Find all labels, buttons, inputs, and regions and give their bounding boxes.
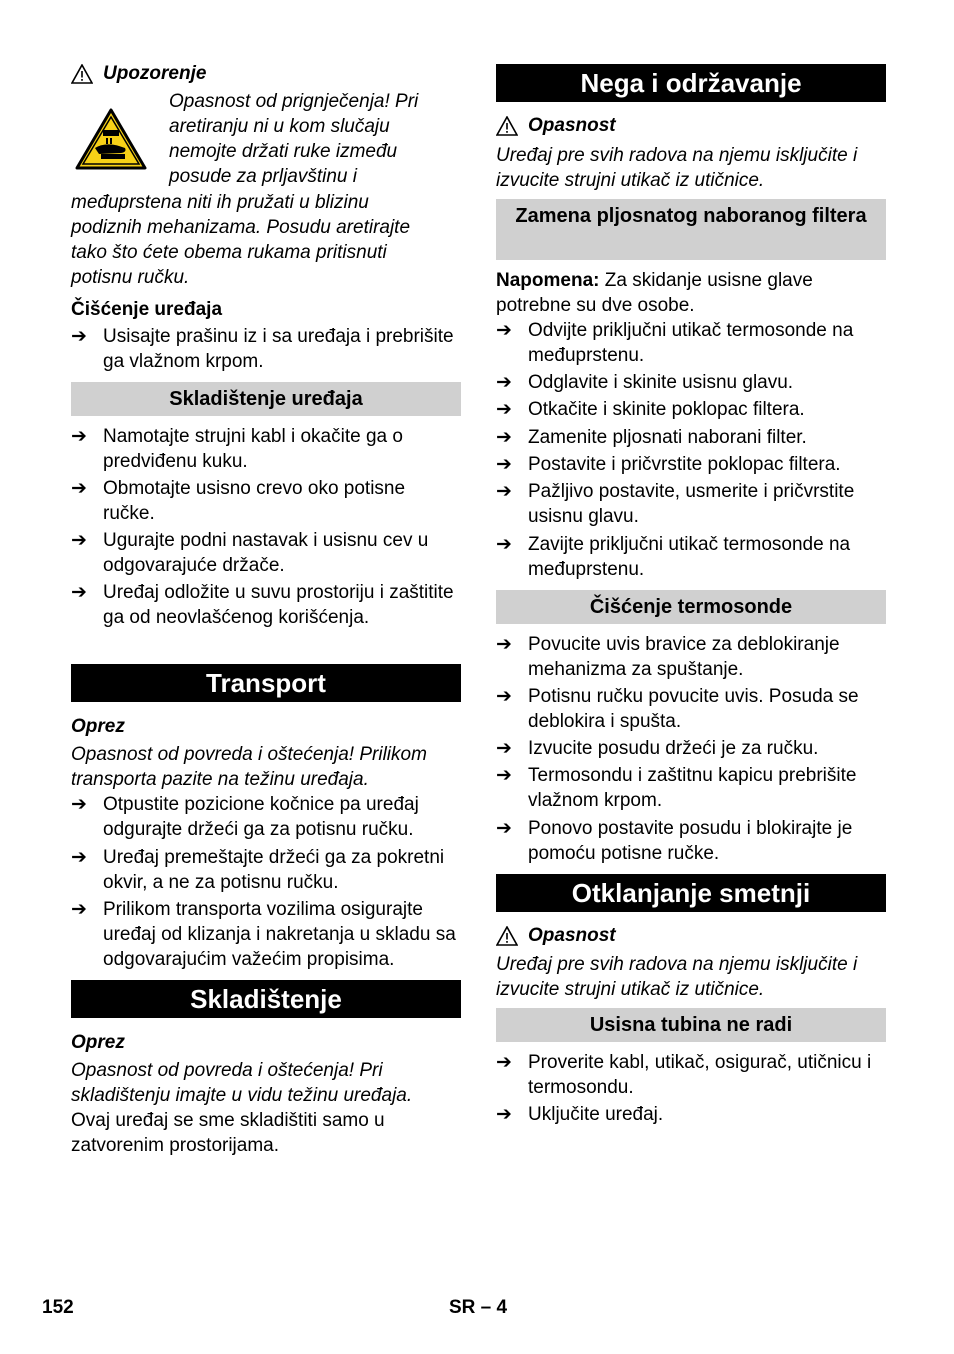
care-danger-heading [496, 114, 616, 138]
warning-line: potisnu ručku. [71, 267, 190, 288]
arrow-bullet-icon: ➔ [71, 478, 87, 499]
storage-caution-label: Oprez [71, 1032, 125, 1053]
arrow-bullet-icon: ➔ [496, 454, 512, 475]
section-marker: SR – 4 [449, 1297, 508, 1318]
list-item: ➔ Prilikom transporta vozilima osigurajte uređaj od klizanja i nakretanja u skladu sa odgovarajućim važećim propisima. [71, 899, 456, 970]
warning-triangle-icon [496, 926, 518, 946]
list-item: ➔ Zavijte priključni utikač termosonde na međuprstenu. [496, 534, 851, 580]
warning-triangle-icon [71, 64, 93, 84]
warning-line: Opasnost od prignječenja! Pri [169, 91, 419, 112]
cleaning-heading: Čišćenje uređaja [71, 299, 223, 320]
list-item: ➔ Usisajte prašinu iz i sa uređaja i prebrišite ga vlažnom krpom. [71, 326, 454, 372]
warning-text-indented [169, 89, 469, 189]
list-item: ➔ Uređaj premeštajte držeći ga za pokretni okvir, a ne za potisnu ručku. [71, 847, 445, 893]
list-item: ➔ Otkačite i skinite poklopac filtera. [496, 399, 805, 420]
warning-line: međuprstena niti ih pružati u blizinu [71, 192, 369, 213]
arrow-bullet-icon: ➔ [71, 794, 87, 815]
list-item: ➔ Namotajte strujni kabl i okačite ga o predviđenu kuku. [71, 426, 403, 472]
arrow-bullet-icon: ➔ [496, 686, 512, 707]
turbine-heading: Usisna tubina ne radi [496, 1008, 886, 1042]
list-item: ➔ Uređaj odložite u suvu prostoriju i zaštitite ga od neovlašćenog korišćenja. [71, 582, 454, 628]
list-item: ➔ Termosondu i zaštitnu kapicu prebrišite vlažnom krpom. [496, 765, 857, 811]
arrow-bullet-icon: ➔ [496, 818, 512, 839]
arrow-bullet-icon: ➔ [496, 534, 512, 555]
arrow-bullet-icon: ➔ [496, 320, 512, 341]
list-item: ➔ Ponovo postavite posudu i blokirajte je pomoću potisne ručke. [496, 818, 853, 864]
trouble-danger-text: Uređaj pre svih radova na njemu isključite i izvucite strujni utikač iz utičnice. [496, 954, 858, 1000]
list-item: ➔ Povucite uvis bravice za deblokiranje mehanizma za spuštanje. [496, 634, 840, 680]
list-item: ➔ Proverite kabl, utikač, osigurač, utičnicu i termosondu. [496, 1052, 872, 1098]
list-item: ➔ Ugurajte podni nastavak i usisnu cev u odgovarajuće držače. [71, 530, 429, 576]
trouble-danger-heading [496, 924, 616, 948]
arrow-bullet-icon: ➔ [71, 426, 87, 447]
arrow-bullet-icon: ➔ [496, 765, 512, 786]
storage-text: Ovaj uređaj se sme skladištiti samo u zatvorenim prostorijama. [71, 1110, 385, 1156]
warning-line: tako što ćete obema rukama pritisnuti [71, 242, 387, 263]
trouble-heading: Otklanjanje smetnji [496, 874, 886, 912]
arrow-bullet-icon: ➔ [71, 847, 87, 868]
crush-hazard-icon [75, 108, 147, 170]
arrow-bullet-icon: ➔ [71, 899, 87, 920]
warning-text-full [71, 190, 471, 290]
transport-heading: Transport [71, 664, 461, 702]
warning-heading [71, 62, 206, 86]
arrow-bullet-icon: ➔ [71, 326, 87, 347]
arrow-bullet-icon: ➔ [496, 1104, 512, 1125]
arrow-bullet-icon: ➔ [496, 634, 512, 655]
list-item: ➔ Odvijte priključni utikač termosonde na međuprstenu. [496, 320, 854, 366]
arrow-bullet-icon: ➔ [71, 582, 87, 603]
danger-label: Opasnost [528, 115, 616, 136]
list-item: ➔ Obmotajte usisno crevo oko potisne ručke. [71, 478, 406, 524]
list-item: ➔ Odglavite i skinite usisnu glavu. [496, 372, 794, 393]
transport-caution-label: Oprez [71, 716, 125, 737]
note-label: Napomena: [496, 270, 600, 291]
storage-heading: Skladištenje [71, 980, 461, 1018]
warning-label: Upozorenje [103, 63, 207, 84]
warning-line: podiznih mehanizama. Posudu aretirajte [71, 217, 411, 238]
note-text: Za skidanje usisne glave potrebne su dve osobe. [496, 270, 813, 316]
arrow-bullet-icon: ➔ [496, 738, 512, 759]
arrow-bullet-icon: ➔ [496, 427, 512, 448]
warning-line: aretiranju ni u kom slučaju [169, 116, 390, 137]
list-item: ➔ Otpustite pozicione kočnice pa uređaj odgurajte držeći ga za potisnu ručku. [71, 794, 419, 840]
thermo-heading: Čišćenje termosonde [496, 590, 886, 624]
list-item: ➔ Zamenite pljosnati naborani filter. [496, 427, 807, 448]
list-item: ➔ Izvucite posudu držeći je za ručku. [496, 738, 819, 759]
transport-caution-text: Opasnost od povreda i oštećenja! Prilikom transporta pazite na težinu uređaja. [71, 744, 427, 790]
care-heading: Nega i održavanje [496, 64, 886, 102]
filter-note [496, 268, 876, 318]
arrow-bullet-icon: ➔ [496, 399, 512, 420]
filter-heading: Zamena pljosnatog naboranog filtera [496, 199, 886, 260]
list-item: ➔ Uključite uređaj. [496, 1104, 664, 1125]
warning-line: posude za prljavštinu i [169, 166, 357, 187]
arrow-bullet-icon: ➔ [496, 1052, 512, 1073]
list-item: ➔ Postavite i pričvrstite poklopac filtera. [496, 454, 841, 475]
danger-label: Opasnost [528, 925, 616, 946]
storage-caution-text: Opasnost od povreda i oštećenja! Pri skladištenju imajte u vidu težinu uređaja. [71, 1060, 413, 1106]
warning-triangle-icon [496, 116, 518, 136]
page-number: 152 [42, 1297, 74, 1318]
arrow-bullet-icon: ➔ [496, 372, 512, 393]
storage-device-heading: Skladištenje uređaja [71, 382, 461, 416]
list-item: ➔ Potisnu ručku povucite uvis. Posuda se deblokira i spušta. [496, 686, 859, 732]
care-danger-text: Uređaj pre svih radova na njemu isključite i izvucite strujni utikač iz utičnice. [496, 145, 858, 191]
warning-line: nemojte držati ruke između [169, 141, 398, 162]
arrow-bullet-icon: ➔ [71, 530, 87, 551]
list-item: ➔ Pažljivo postavite, usmerite i pričvrstite usisnu glavu. [496, 481, 855, 527]
arrow-bullet-icon: ➔ [496, 481, 512, 502]
